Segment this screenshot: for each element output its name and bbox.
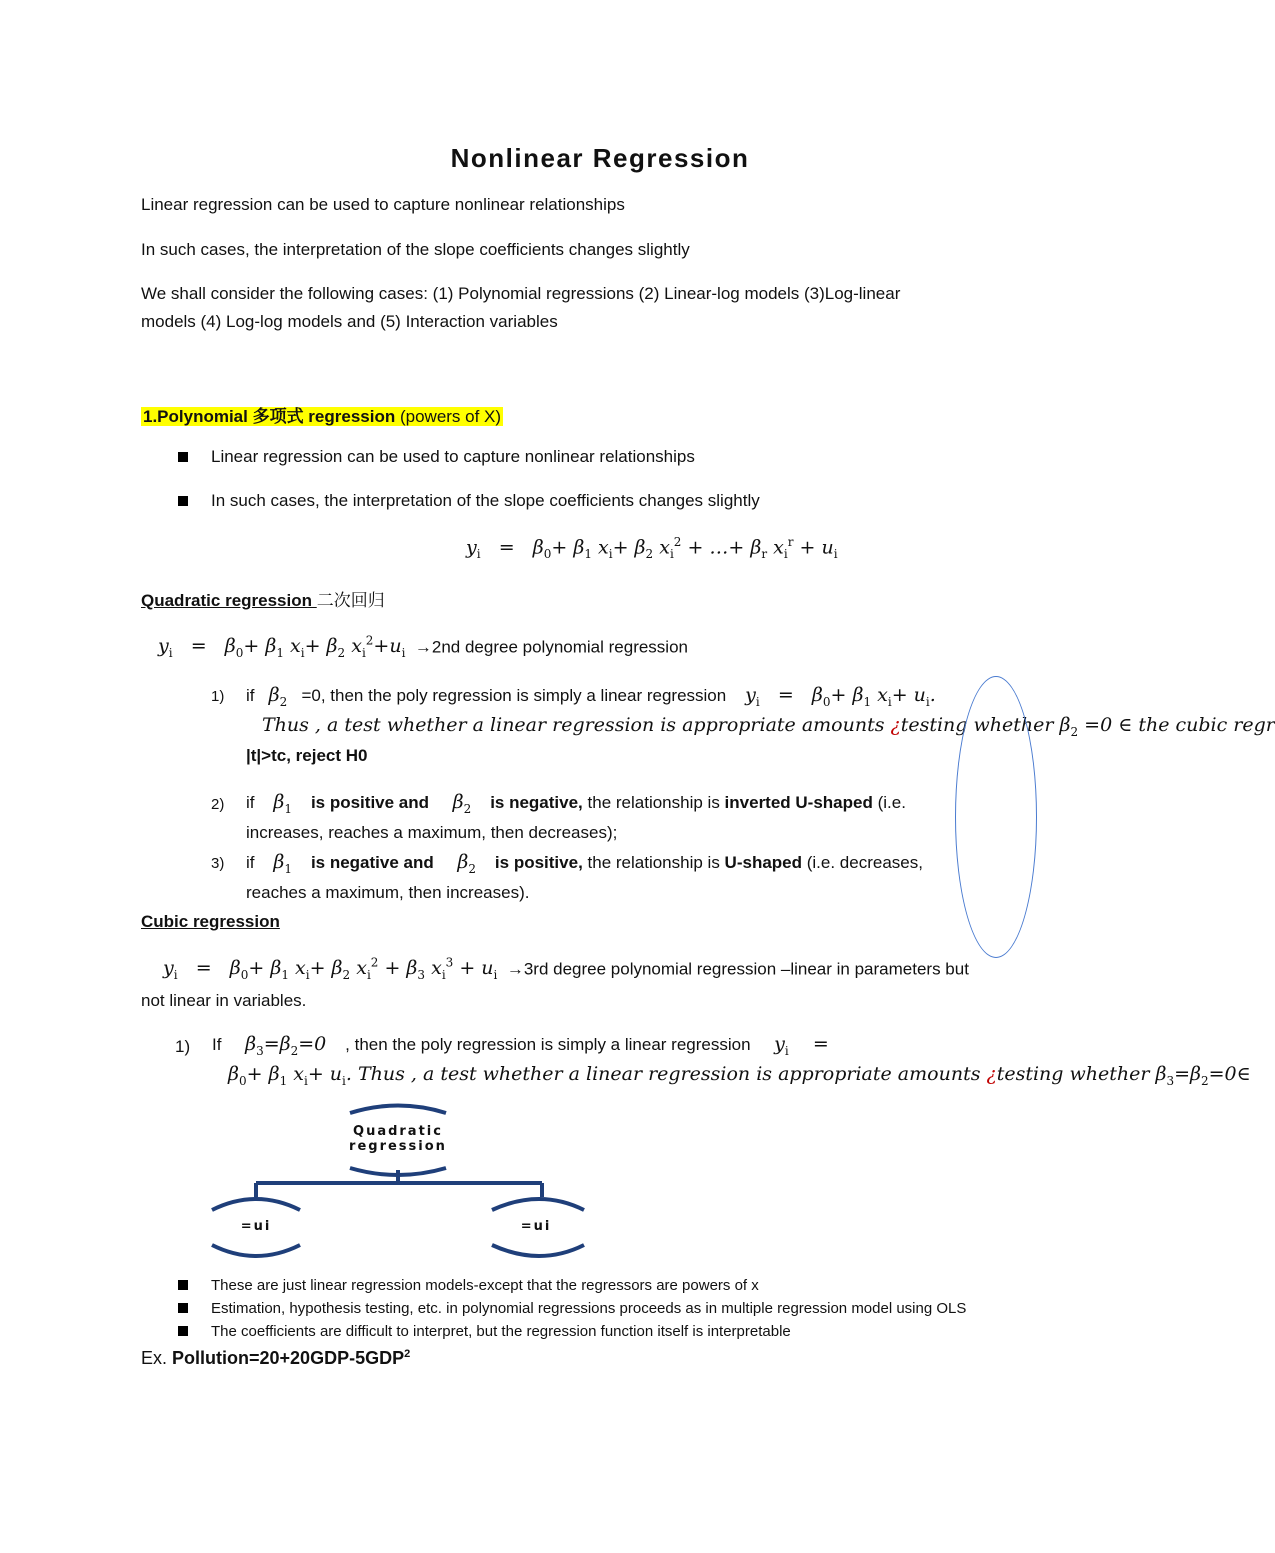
item-text: inverted U-shaped <box>724 793 873 812</box>
reject-rule: |t|>tc, reject H0 <box>246 746 368 765</box>
inverted-question-icon: ¿ <box>890 714 901 736</box>
inverted-question-icon: ¿ <box>986 1063 997 1085</box>
cubic-item-1-cont: $\beta_0+ \beta_1$ $x_i+ u_i$. Thus , a test whether a linear regression is appropriate amounts ¿testing whether $\beta_3=\beta_2=0\in$ <box>228 1063 1251 1088</box>
diagram-top-label <box>320 1124 476 1154</box>
diagram-text: regression <box>349 1139 447 1154</box>
item-text: (i.e. decreases, <box>802 853 923 872</box>
cubic-eq-note: 3rd degree polynomial regression –linear in parameters but <box>523 959 969 979</box>
section-bullet-1: Linear regression can be used to capture nonlinear relationships <box>211 447 695 466</box>
item-text: is positive and <box>310 793 430 812</box>
annotation-oval <box>955 676 1037 958</box>
diagram-left-arc <box>212 1199 300 1210</box>
quadratic-item-1-cont: Thus , a test whether a linear regression is appropriate amounts ¿testing whether $\beta_2 =0$ ∈ the cubic regr <box>262 714 1275 739</box>
quadratic-item-2: if $\beta_1$ is positive and $\beta_2$ is negative, the relationship is inverted U-shaped (i.e. <box>246 791 906 816</box>
item-text: if <box>246 853 255 872</box>
bullet-square-icon <box>178 452 188 462</box>
item-text: the relationship is <box>582 793 725 812</box>
bullet-square-icon <box>178 1280 188 1290</box>
quadratic-equation-line: $y_i = \beta_0+ \beta_1$ $x_i+ \beta_2$ $x_i^2+u_i \to 2nd$ degree polynomial regression <box>158 634 688 661</box>
section-polynomial-heading <box>141 402 503 427</box>
bullet-square-icon <box>178 496 188 506</box>
item-text: Thus , a test whether a linear regression is appropriate amounts <box>357 1063 981 1085</box>
quadratic-eq-note: 2nd degree polynomial regression <box>431 637 688 657</box>
arrow-right-icon: → <box>414 637 432 657</box>
cubic-eq-note-2: not linear in variables. <box>141 991 307 1010</box>
item-text: is negative and <box>310 853 434 872</box>
item-text: =0 ∈ the cubic regr <box>1084 714 1275 736</box>
bullet-square-icon <box>178 1326 188 1336</box>
quadratic-item-1: if $\beta_2$ =0, then the poly regression is simply a linear regression $y_i = \beta_0+ \beta_1$ $x_i+ u_i$. <box>246 684 936 709</box>
item-text: Thus , a test whether a linear regression is appropriate amounts <box>262 714 885 736</box>
note-1: These are just linear regression models-except that the regressors are powers of x <box>211 1277 759 1294</box>
intro-line-2: In such cases, the interpretation of the slope coefficients changes slightly <box>141 240 690 259</box>
intro-line-1: Linear regression can be used to capture nonlinear relationships <box>141 195 625 214</box>
item-text: the relationship is <box>582 853 725 872</box>
example-sup: 2 <box>404 1348 411 1360</box>
section-heading-rest: (powers of X) <box>395 407 502 426</box>
cubic-equation-line: $y_i = \beta_0+ \beta_1$ $x_i+ \beta_2$ $x_i^2 + \beta_3$ $x_i^3 + u_i \to 3rd$ degree polynomial regression –linear in parameters but <box>163 956 969 983</box>
example-text: Pollution=20+20GDP-5GDP <box>172 1348 405 1368</box>
cubic-heading: Cubic regression <box>141 912 280 931</box>
page-title: Nonlinear Regression <box>450 143 750 173</box>
bullet-square-icon <box>178 1303 188 1313</box>
item-text: is positive, <box>494 853 583 872</box>
item-text: , then the poly regression is simply a linear regression <box>345 1035 751 1054</box>
quadratic-heading-text: Quadratic regression <box>141 591 317 610</box>
example-prefix: Ex. <box>141 1348 173 1368</box>
item-text: testing whether <box>996 1063 1150 1085</box>
item-text: U-shaped <box>724 853 803 872</box>
diagram-top-arc <box>350 1106 446 1114</box>
item-text: =0, then the poly regression is simply a linear regression <box>301 686 727 705</box>
diagram-left-label: =ui <box>240 1219 272 1234</box>
list-number: 1) <box>211 688 225 705</box>
intro-line-3b: models (4) Log-log models and (5) Interaction variables <box>141 312 558 331</box>
quadratic-item-2-cont: increases, reaches a maximum, then decreases); <box>246 823 618 842</box>
diagram-left-arc <box>212 1245 300 1256</box>
quadratic-heading-cn: 二次回归 <box>316 591 385 610</box>
item-text: If <box>212 1035 222 1054</box>
diagram-right-arc <box>492 1199 584 1210</box>
diagram-text: Quadratic <box>353 1124 443 1139</box>
list-number: 2) <box>211 796 225 813</box>
section-heading-bold: 1.Polynomial 多项式 regression <box>143 407 396 426</box>
quadratic-item-3: if $\beta_1$ is negative and $\beta_2$ is positive, the relationship is U-shaped (i.e. decreases, <box>246 851 923 876</box>
diagram-right-label: =ui <box>520 1219 552 1234</box>
item-text: testing whether <box>900 714 1054 736</box>
example-line <box>141 1348 410 1369</box>
note-2: Estimation, hypothesis testing, etc. in polynomial regressions proceeds as in multiple regression model using OLS <box>211 1300 967 1317</box>
note-3: The coefficients are difficult to interpret, but the regression function itself is interpretable <box>211 1323 791 1340</box>
list-number: 1) <box>175 1037 191 1056</box>
list-number: 3) <box>211 855 225 872</box>
item-text: if <box>246 793 255 812</box>
item-text: is negative, <box>490 793 583 812</box>
quadratic-item-3-cont: reaches a maximum, then increases). <box>246 883 530 902</box>
item-text: if <box>246 686 255 705</box>
item-text: (i.e. <box>872 793 906 812</box>
diagram-right-arc <box>492 1245 584 1256</box>
polynomial-equation: $y_i = \beta_0+ \beta_1$ $x_i+ \beta_2$ $x_i^2$ + …+ $\beta_r$ $x_i^r + u_i$ <box>466 535 838 562</box>
section-bullet-2: In such cases, the interpretation of the slope coefficients changes slightly <box>211 491 760 510</box>
quadratic-heading <box>141 586 385 611</box>
cubic-item-1: If $\beta_3=\beta_2=0$ , then the poly regression is simply a linear regression $y_i$ = <box>212 1033 829 1058</box>
intro-line-3a: We shall consider the following cases: (1) Polynomial regressions (2) Linear-log models (3)Log-linear <box>141 284 901 303</box>
arrow-right-icon: → <box>506 959 524 979</box>
